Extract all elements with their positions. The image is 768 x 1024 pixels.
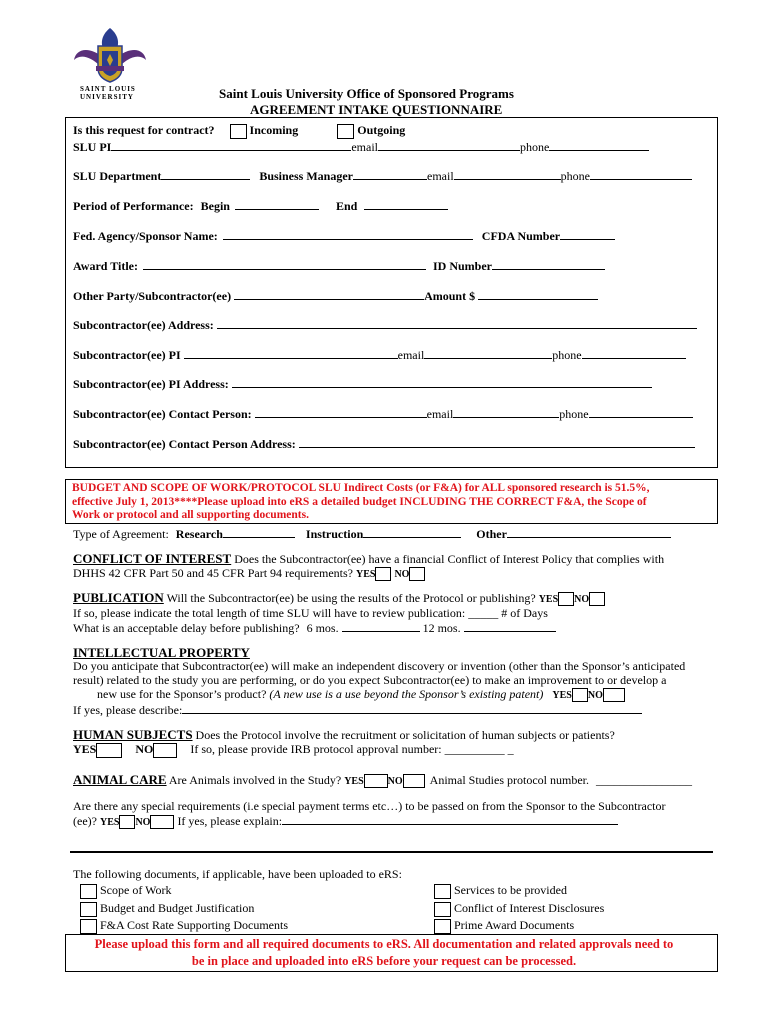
ip-describe-field[interactable] [182, 702, 642, 714]
sub-contact-email-field[interactable] [453, 406, 559, 418]
ip-describe-label: If yes, please describe: [73, 703, 183, 717]
period-row [73, 198, 448, 214]
animal-heading: ANIMAL CARE [73, 772, 167, 787]
human-line2 [73, 742, 514, 758]
slu-pi-phone-field[interactable] [549, 139, 649, 151]
conflict-no-checkbox[interactable] [409, 567, 425, 581]
ip-text3-row [97, 687, 625, 702]
business-manager-phone-field[interactable] [590, 168, 692, 180]
request-row [73, 123, 405, 139]
fleur-de-lis-crest-icon [70, 24, 150, 86]
award-title-field[interactable] [143, 258, 426, 270]
budget-justification-label: Budget and Budget Justification [100, 901, 255, 915]
budget-justification-checkbox[interactable] [80, 902, 97, 917]
sub-contact-address-row [73, 436, 695, 452]
doc-left-3 [80, 918, 288, 934]
doc-left-1 [80, 883, 171, 899]
other-party-label: Other Party/Subcontractor(ee) [73, 289, 232, 303]
email-label: email [426, 407, 454, 421]
ip-yes-checkbox[interactable] [572, 688, 588, 702]
animal-yes-checkbox[interactable] [364, 774, 388, 788]
sub-contact-field[interactable] [255, 406, 427, 418]
documents-intro: The following documents, if applicable, have been uploaded to eRS: [73, 867, 402, 881]
slu-pi-label: SLU PI [73, 140, 112, 154]
sub-pi-email-field[interactable] [424, 347, 552, 359]
fa-cost-rate-label: F&A Cost Rate Supporting Documents [100, 918, 289, 932]
sub-contact-address-label: Subcontractor(ee) Contact Person Address: [73, 437, 296, 451]
university-name-bottom: UNIVERSITY [80, 93, 134, 101]
human-no-checkbox[interactable] [153, 743, 177, 758]
other-field[interactable] [507, 526, 671, 538]
publication-line1 [73, 590, 605, 606]
budget-notice-line2: effective July 1, 2013****Please upload into eRS a detailed budget INCLUDING THE CORRECT F&A, the Scope of [72, 496, 647, 508]
animal-no-checkbox[interactable] [403, 774, 425, 788]
amount-field[interactable] [478, 288, 598, 300]
special-no-checkbox[interactable] [150, 815, 174, 829]
publication-review-time: If so, please indicate the total length of time SLU will have to review publication: _____ # of Days [73, 606, 548, 620]
budget-notice-line1: BUDGET AND SCOPE OF WORK/PROTOCOL SLU Indirect Costs (or F&A) for ALL sponsored research is 51.5%, [72, 482, 650, 494]
cfda-field[interactable] [560, 228, 615, 240]
slu-department-row [73, 168, 692, 184]
publication-question: Will the Subcontractor(ee) be using the results of the Protocol or publishing? [166, 591, 536, 605]
ip-no-checkbox[interactable] [603, 688, 625, 702]
email-label: email [397, 348, 425, 362]
sponsor-label: Fed. Agency/Sponsor Name: [73, 229, 218, 243]
conflict-yes-checkbox[interactable] [375, 567, 391, 581]
budget-notice-line3: Work or protocol and all supporting documents. [72, 509, 309, 521]
doc-left-2 [80, 901, 254, 917]
ip-heading: INTELLECTUAL PROPERTY [73, 645, 250, 660]
page-title: Saint Louis University Office of Sponsored Programs [219, 86, 514, 101]
conflict-question: Does the Subcontractor(ee) have a financial Conflict of Interest Policy that complies with [234, 552, 665, 566]
sub-pi-row [73, 347, 686, 363]
incoming-checkbox[interactable] [230, 124, 247, 139]
other-party-field[interactable] [234, 288, 424, 300]
special-line2 [73, 813, 618, 829]
publication-yes-checkbox[interactable] [558, 592, 574, 606]
publication-delay-row [73, 620, 556, 636]
publication-heading: PUBLICATION [73, 590, 164, 605]
phone-label: phone [552, 348, 582, 362]
phone-label: phone [559, 407, 589, 421]
human-question: Does the Protocol involve the recruitment or solicitation of human subjects or patients? [195, 728, 615, 742]
page-subtitle: AGREEMENT INTAKE QUESTIONNAIRE [250, 102, 503, 117]
business-manager-email-field[interactable] [454, 168, 561, 180]
sub-address-label: Subcontractor(ee) Address: [73, 318, 214, 332]
special-yes-label: YES [99, 817, 120, 828]
instruction-label: Instruction [305, 527, 364, 541]
human-yes-checkbox[interactable] [96, 743, 122, 758]
twelve-months-field[interactable] [464, 620, 556, 632]
human-no-label: NO [135, 742, 154, 756]
slu-pi-field[interactable] [111, 139, 351, 151]
special-explain-label: If yes, please explain: [177, 814, 283, 828]
outgoing-label: Outgoing [357, 123, 406, 137]
fa-cost-rate-checkbox[interactable] [80, 919, 97, 934]
sub-contact-address-field[interactable] [299, 436, 695, 448]
special-ee-label: (ee)? [73, 814, 97, 828]
ip-yes-label: YES [552, 690, 572, 701]
upload-notice-line2: be in place and uploaded into eRS before your request can be processed. [191, 954, 577, 968]
coi-disclosures-label: Conflict of Interest Disclosures [454, 901, 605, 915]
sub-pi-field[interactable] [184, 347, 398, 359]
conflict-line2 [73, 566, 425, 581]
other-party-row [73, 288, 598, 304]
animal-yes-label: YES [344, 776, 364, 787]
animal-no-label: NO [387, 776, 403, 787]
ip-new-use-note: (A new use is a use beyond the Sponsor’s existing patent) [269, 687, 544, 701]
phone-label: phone [560, 169, 590, 183]
slu-pi-row [73, 139, 649, 155]
six-months-label: 6 mos. [306, 621, 339, 635]
conflict-heading: CONFLICT OF INTEREST [73, 551, 232, 566]
conflict-yes-label: YES [356, 569, 376, 580]
research-field[interactable] [223, 526, 295, 538]
sponsor-row [73, 228, 615, 244]
begin-label: Begin [200, 199, 230, 213]
award-title-label: Award Title: [73, 259, 138, 273]
sub-contact-label: Subcontractor(ee) Contact Person: [73, 407, 252, 421]
twelve-months-label: 12 mos. [422, 621, 461, 635]
human-heading: HUMAN SUBJECTS [73, 727, 193, 742]
award-row [73, 258, 605, 274]
special-line1: Are there any special requirements (i.e special payment terms etc…) to be passed on from the Sponsor to the Subcontractor [73, 799, 666, 813]
scope-of-work-label: Scope of Work [100, 883, 172, 897]
publication-delay-question: What is an acceptable delay before publishing? [73, 621, 300, 635]
incoming-label: Incoming [249, 123, 299, 137]
sub-address-field[interactable] [217, 317, 697, 329]
publication-yes-label: YES [538, 594, 559, 605]
ip-text1: Do you anticipate that Subcontractor(ee) will make an independent discovery or invention (other than the Sponsor’s anticipated [73, 659, 686, 673]
doc-right-1 [434, 883, 567, 899]
email-label: email [351, 140, 378, 154]
animal-row [73, 772, 692, 788]
prime-award-label: Prime Award Documents [454, 918, 575, 932]
section-divider [70, 851, 713, 853]
phone-label: phone [520, 140, 550, 154]
email-label: email [427, 169, 454, 183]
animal-question: Are Animals involved in the Study? [168, 773, 342, 787]
sub-contact-row [73, 406, 693, 422]
six-months-field[interactable] [342, 620, 420, 632]
upload-notice-line1: Please upload this form and all required documents to eRS. All documentation and related approvals need to [94, 937, 674, 951]
sponsor-field[interactable] [223, 228, 473, 240]
special-explain-field[interactable] [282, 813, 618, 825]
publication-no-label: NO [574, 594, 590, 605]
sub-contact-phone-field[interactable] [589, 406, 693, 418]
human-yes-label: YES [73, 742, 97, 756]
sub-pi-address-label: Subcontractor(ee) PI Address: [73, 377, 229, 391]
publication-no-checkbox[interactable] [589, 592, 605, 606]
animal-protocol-label: Animal Studies protocol number. [429, 773, 589, 787]
id-number-field[interactable] [492, 258, 605, 270]
conflict-question-cont: DHHS 42 CFR Part 50 and 45 CFR Part 94 requirements? [73, 566, 353, 580]
coi-disclosures-checkbox[interactable] [434, 902, 451, 917]
services-checkbox[interactable] [434, 884, 451, 899]
business-manager-label: Business Manager [259, 169, 354, 183]
agreement-type-label: Type of Agreement: [73, 527, 169, 541]
research-label: Research [175, 527, 223, 541]
cfda-label: CFDA Number [481, 229, 561, 243]
sub-pi-phone-field[interactable] [582, 347, 686, 359]
amount-label: Amount $ [424, 289, 476, 303]
conflict-line1 [73, 551, 664, 567]
slu-logo [70, 24, 150, 104]
services-label: Services to be provided [454, 883, 567, 897]
sub-address-row [73, 317, 697, 333]
university-name-top: SAINT LOUIS [80, 85, 136, 93]
slu-pi-email-field[interactable] [378, 139, 520, 151]
sub-pi-address-field[interactable] [232, 376, 652, 388]
special-no-label: NO [135, 817, 151, 828]
special-yes-checkbox[interactable] [119, 815, 135, 829]
end-label: End [335, 199, 358, 213]
irb-number-label: If so, please provide IRB protocol approval number: __________ _ [190, 742, 514, 756]
scope-of-work-checkbox[interactable] [80, 884, 97, 899]
doc-right-3 [434, 918, 574, 934]
outgoing-checkbox[interactable] [337, 124, 354, 139]
instruction-field[interactable] [363, 526, 461, 538]
slu-department-field[interactable] [161, 168, 250, 180]
slu-department-label: SLU Department [73, 169, 162, 183]
business-manager-field[interactable] [353, 168, 427, 180]
doc-right-2 [434, 901, 604, 917]
human-line1 [73, 727, 615, 743]
ip-new-use-question: new use for the Sponsor’s product? [97, 687, 267, 701]
sub-pi-label: Subcontractor(ee) PI [73, 348, 181, 362]
ip-text2: result) related to the study you are performing, or do you expect Subcontractor(ee) to make an improvement to or develop a [73, 673, 667, 687]
period-label: Period of Performance: [73, 199, 194, 213]
sub-pi-address-row [73, 376, 652, 392]
end-date-field[interactable] [364, 198, 448, 210]
id-number-label: ID Number [433, 259, 492, 273]
prime-award-checkbox[interactable] [434, 919, 451, 934]
ip-no-label: NO [587, 690, 603, 701]
animal-protocol-field[interactable]: ________________ [595, 773, 692, 787]
conflict-no-label: NO [394, 569, 410, 580]
other-label: Other [476, 527, 507, 541]
begin-date-field[interactable] [235, 198, 319, 210]
agreement-type-row [73, 526, 671, 542]
request-question: Is this request for contract? [73, 123, 215, 137]
ip-describe-row [73, 702, 642, 718]
